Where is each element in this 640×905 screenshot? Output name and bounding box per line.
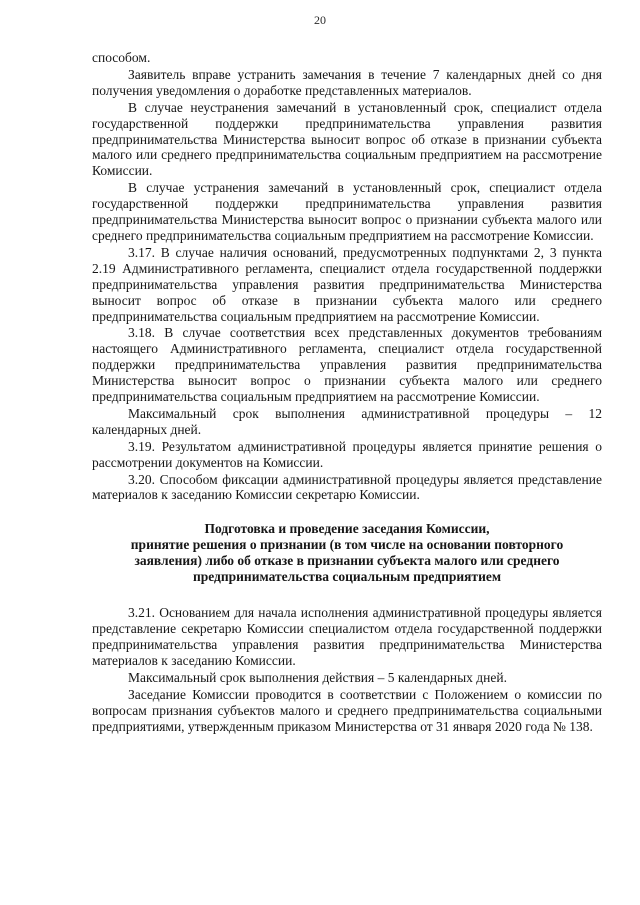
heading-line: заявления) либо об отказе в признании субъекта малого или среднего [134,553,560,569]
paragraph: 3.21. Основанием для начала исполнения административной процедуры является представление секретарю Комиссии специалистом отдела государственной поддержки предпринимательства управления развития предпринимательства Министерства материалов к заседанию Комиссии. [92,605,602,669]
heading-line: принятие решения о признании (в том числе на основании повторного [130,537,564,553]
heading-line: предпринимательства социальным предприятием [192,569,502,585]
paragraph: В случае устранения замечаний в установленный срок, специалист отдела государственной поддержки предпринимательства управления развития предпринимательства Министерства выносит вопрос о признании субъекта малого или среднего предпринимательства социальным предприятием на рассмотрение Комиссии. [92,180,602,243]
paragraph: Заседание Комиссии проводится в соответствии с Положением о комиссии по вопросам признания субъектов малого и среднего предпринимательства социальными предприятиями, утвержденным приказом Министерства от 31 января 2020 года № 138. [92,686,602,734]
paragraph: Максимальный срок выполнения действия – 5 календарных дней. [128,670,507,685]
paragraph: 3.19. Результатом административной процедуры является принятие решения о рассмотрении документов на Комиссии. [92,438,602,470]
paragraph: Заявитель вправе устранить замечания в течение 7 календарных дней со дня получения уведомления о доработке представленных материалов. [92,66,602,98]
paragraph: 3.20. Способом фиксации административной процедуры является представление материалов к заседанию Комиссии секретарю Комиссии. [92,471,602,503]
paragraph: способом. [92,50,151,65]
paragraph: 3.17. В случае наличия оснований, предусмотренных подпунктами 2, 3 пункта 2.19 Административного регламента, специалист отдела государственной поддержки предпринимательства управления развития предпринимательства Министерства выносит вопрос об отказе в признании субъекта малого или среднего предпринимательства социальным предприятием на рассмотрение Комиссии. [92,244,602,324]
page-number: 20 [314,13,326,27]
section-heading [92,521,602,585]
paragraph: Максимальный срок выполнения административной процедуры – 12 календарных дней. [92,405,602,437]
document-body [92,50,602,736]
heading-line: Подготовка и проведение заседания Комиссии, [204,521,490,537]
paragraph: 3.18. В случае соответствия всех представленных документов требованиям настоящего Административного регламента, специалист отдела государственной поддержки предпринимательства управления развития предпринимательства Министерства выносит вопрос о признании субъекта малого или среднего предпринимательства социальным предприятием на рассмотрение Комиссии. [92,325,602,405]
paragraph: В случае неустранения замечаний в установленный срок, специалист отдела государственной поддержки предпринимательства управления развития предпринимательства Министерства выносит вопрос об отказе в признании субъекта малого или среднего предпринимательства социальным предприятием на рассмотрение Комиссии. [92,99,602,179]
